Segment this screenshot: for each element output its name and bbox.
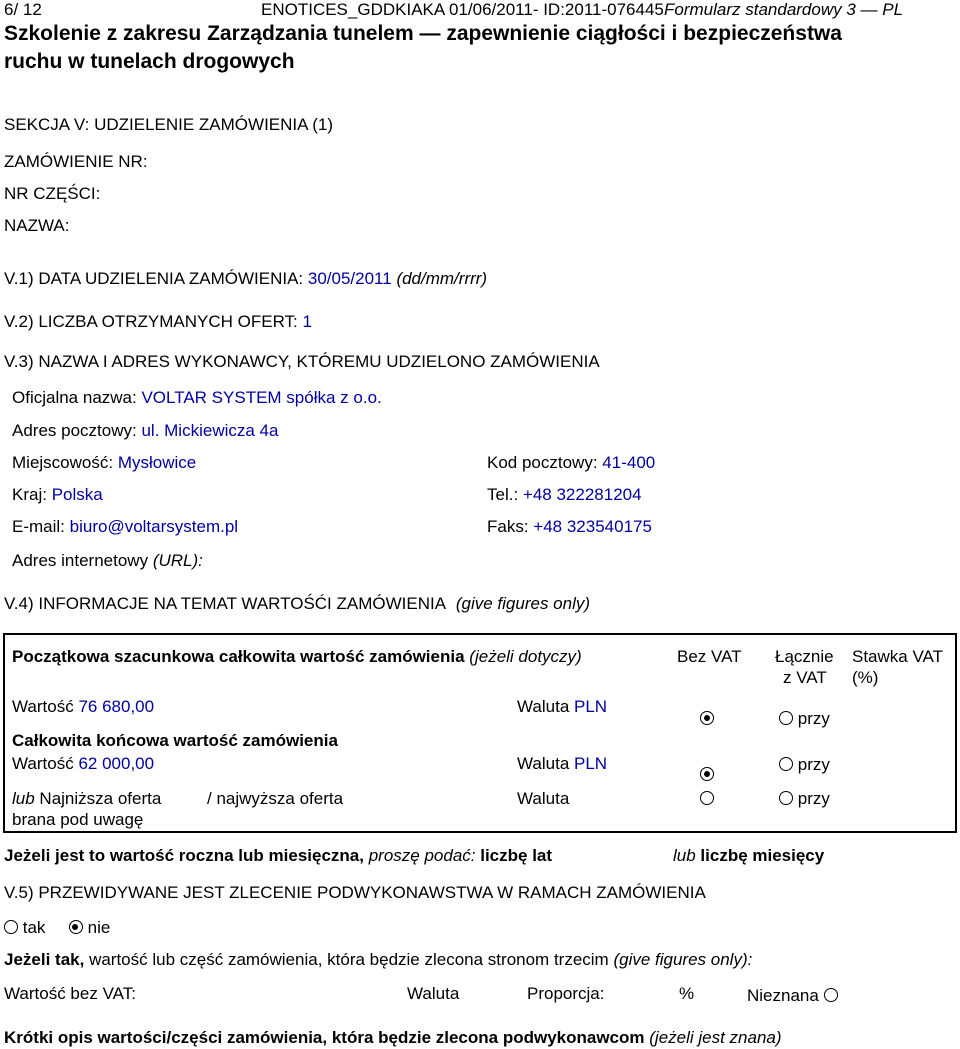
email-label: E-mail:	[12, 517, 65, 536]
part-number-label: NR CZĘŚCI:	[4, 184, 101, 203]
col-gross-header-1: Łącznie	[775, 647, 834, 666]
email-row	[12, 517, 238, 537]
url-row	[12, 551, 203, 571]
document-title-line2: ruchu w tunelach drogowych	[4, 50, 295, 73]
if-yes-row	[4, 950, 752, 970]
city-row	[12, 453, 196, 473]
months-label: liczbę miesięcy	[700, 846, 825, 865]
radio-selected-icon	[700, 711, 714, 725]
initial-value-amount: 76 680,00	[78, 697, 155, 716]
country-row	[12, 485, 103, 505]
final-currency-value: PLN	[574, 754, 608, 773]
fax-value: +48 323540175	[533, 517, 652, 536]
award-date-label: V.1) DATA UDZIELENIA ZAMÓWIENIA:	[4, 269, 304, 288]
fax-row	[487, 517, 652, 537]
months-row	[673, 846, 824, 866]
col-net-header: Bez VAT	[677, 647, 742, 666]
postcode-value: 41-400	[602, 453, 656, 472]
postcode-row	[487, 453, 655, 473]
initial-gross-radio[interactable]	[779, 711, 793, 725]
initial-value-row	[12, 697, 154, 717]
or-label: lub	[12, 789, 35, 808]
contractor-heading: V.3) NAZWA I ADRES WYKONAWCY, KTÓREMU UDZIELONO ZAMÓWIENIA	[4, 352, 600, 371]
at-rate-label: przy	[797, 755, 830, 774]
initial-net-radio[interactable]	[700, 709, 714, 729]
initial-currency-value: PLN	[574, 697, 608, 716]
range-currency-label: Waluta	[517, 789, 570, 808]
initial-currency-row	[517, 697, 607, 717]
value-label: Wartość	[12, 697, 74, 716]
official-name-row	[12, 388, 382, 408]
fax-label: Faks:	[487, 517, 529, 536]
phone-row	[487, 485, 642, 505]
lowest-offer-row	[12, 789, 161, 809]
subcontracting-yes-radio[interactable]	[4, 920, 18, 934]
country-value: Polska	[51, 485, 103, 504]
subcontracting-options	[4, 918, 110, 938]
short-desc-row	[4, 1028, 782, 1048]
unknown-label: Nieznana	[747, 986, 819, 1005]
award-date-value: 30/05/2011	[307, 269, 392, 288]
years-label: liczbę lat	[480, 846, 553, 865]
final-gross-radio[interactable]	[779, 757, 793, 771]
initial-gross-radio-row	[779, 709, 830, 729]
percent-sign: %	[679, 984, 695, 1003]
final-currency-row	[517, 754, 607, 774]
radio-empty-icon	[700, 791, 714, 805]
currency-label: Waluta	[517, 754, 570, 773]
offers-count-label: V.2) LICZBA OTRZYMANYCH OFERT:	[4, 312, 298, 331]
subcontracting-no-label: nie	[87, 918, 111, 937]
range-gross-radio[interactable]	[779, 791, 793, 805]
unknown-radio[interactable]	[824, 988, 838, 1002]
initial-value-heading: Początkowa szacunkowa całkowita wartość zamówienia	[12, 647, 465, 666]
city-label: Miejscowość:	[12, 453, 114, 472]
proportion-label: Proporcja:	[527, 984, 605, 1003]
page-number: 6/ 12	[4, 0, 42, 19]
city-value: Mysłowice	[117, 453, 197, 472]
official-name-value: VOLTAR SYSTEM spółka z o.o.	[141, 388, 382, 407]
final-value-amount: 62 000,00	[78, 754, 155, 773]
if-yes-note: (give figures only):	[613, 950, 753, 969]
radio-selected-icon	[700, 767, 714, 781]
final-net-radio[interactable]	[700, 765, 714, 785]
lowest-offer-label: Najniższa oferta	[39, 789, 162, 808]
short-desc-label: Krótki opis wartości/części zamówienia, która będzie zlecona podwykonawcom	[4, 1028, 645, 1047]
name-label: NAZWA:	[4, 216, 70, 235]
official-name-label: Oficjalna nazwa:	[12, 388, 137, 407]
date-format-note: (dd/mm/rrrr)	[396, 269, 488, 288]
document-id: ENOTICES_GDDKIAKA 01/06/2011- ID:2011-076445	[261, 0, 664, 19]
order-number-label: ZAMÓWIENIE NR:	[4, 152, 148, 171]
initial-value-heading-row	[12, 647, 582, 667]
if-yes-label: Jeżeli tak,	[4, 950, 85, 969]
col-gross-header-2: z VAT	[783, 668, 827, 687]
col-rate-header-1: Stawka VAT	[852, 647, 944, 666]
considered-label: brana pod uwagę	[12, 810, 144, 829]
if-yes-text: wartość lub część zamówienia, która będzie zlecona stronom trzecim	[89, 950, 609, 969]
unknown-row	[747, 986, 838, 1006]
document-title-line1: Szkolenie z zakresu Zarządzania tunelem — zapewnienie ciągłości i bezpieczeństwa	[4, 22, 842, 45]
phone-value: +48 322281204	[522, 485, 642, 504]
value-info-note: (give figures only)	[455, 594, 591, 613]
or-label: lub	[673, 846, 696, 865]
award-date-row	[4, 269, 487, 289]
at-rate-label: przy	[797, 789, 830, 808]
annual-note: proszę podać:	[368, 846, 476, 865]
highest-offer-label: / najwyższa oferta	[207, 789, 344, 808]
postcode-label: Kod pocztowy:	[487, 453, 598, 472]
net-value-label: Wartość bez VAT:	[4, 984, 136, 1003]
final-value-row	[12, 754, 154, 774]
currency-label: Waluta	[517, 697, 570, 716]
value-info-heading-row	[4, 594, 590, 614]
value-label: Wartość	[12, 754, 74, 773]
range-net-radio[interactable]	[700, 789, 714, 809]
col-rate-header-2: (%)	[852, 668, 879, 687]
initial-value-note: (jeżeli dotyczy)	[469, 647, 582, 666]
email-value[interactable]: biuro@voltarsystem.pl	[69, 517, 239, 536]
short-desc-note: (jeżeli jest znana)	[649, 1028, 782, 1047]
final-value-heading: Całkowita końcowa wartość zamówienia	[12, 731, 338, 750]
value-info-heading: V.4) INFORMACJE NA TEMAT WARTOŚĆI ZAMÓWIENIA	[4, 594, 446, 613]
range-gross-radio-row	[779, 789, 830, 809]
url-suffix: (URL):	[152, 551, 203, 570]
annual-label: Jeżeli jest to wartość roczna lub miesięczna,	[4, 846, 364, 865]
country-label: Kraj:	[12, 485, 47, 504]
postal-address-value: ul. Mickiewicza 4a	[141, 421, 279, 440]
section-heading: SEKCJA V: UDZIELENIE ZAMÓWIENIA (1)	[4, 115, 334, 134]
subcontracting-heading: V.5) PRZEWIDYWANE JEST ZLECENIE PODWYKONAWSTWA W RAMACH ZAMÓWIENIA	[4, 883, 706, 902]
postal-address-row	[12, 421, 278, 441]
offers-count-row	[4, 312, 312, 332]
subcontracting-yes-label: tak	[22, 918, 46, 937]
final-gross-radio-row	[779, 755, 830, 775]
annual-row	[4, 846, 552, 866]
postal-address-label: Adres pocztowy:	[12, 421, 137, 440]
url-label: Adres internetowy	[12, 551, 149, 570]
offers-count-value: 1	[302, 312, 312, 331]
subcontracting-no-radio[interactable]	[69, 920, 83, 934]
sub-currency-label: Waluta	[407, 984, 460, 1003]
form-type: Formularz standardowy 3 — PL	[664, 0, 904, 19]
phone-label: Tel.:	[487, 485, 519, 504]
at-rate-label: przy	[797, 709, 830, 728]
